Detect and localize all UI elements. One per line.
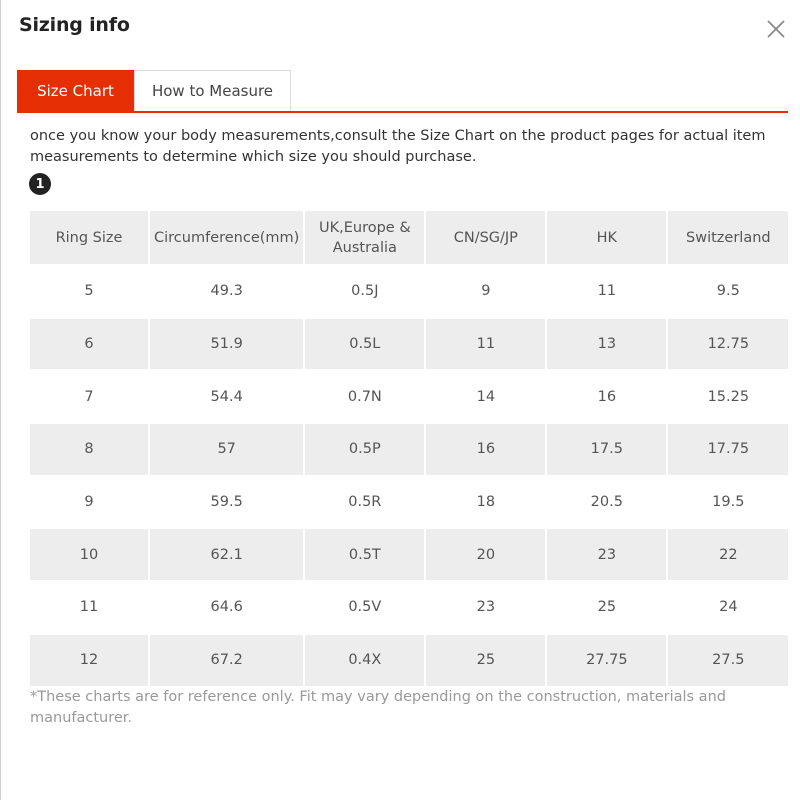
table-cell: 0.7N [305,371,424,422]
table-cell: 7 [30,371,148,422]
column-header: CN/SG/JP [426,211,545,264]
table-cell: 18 [426,477,545,528]
table-cell: 64.6 [150,582,303,633]
tab-size-chart[interactable]: Size Chart [17,70,134,111]
table-cell: 24 [668,582,788,633]
table-cell: 54.4 [150,371,303,422]
table-header-row [30,211,788,264]
table-cell: 0.5L [305,319,424,370]
column-header: Ring Size [30,211,148,264]
tab-how-to-measure[interactable]: How to Measure [134,70,291,111]
table-cell: 11 [426,319,545,370]
table-cell: 27.75 [547,635,666,686]
column-header: HK [547,211,666,264]
table-cell: 22 [668,529,788,580]
table-row [30,635,788,686]
table-cell: 15.25 [668,371,788,422]
table-cell: 12 [30,635,148,686]
table-cell: 11 [30,582,148,633]
size-table [28,209,790,688]
table-cell: 57 [150,424,303,475]
table-cell: 23 [547,529,666,580]
table-cell: 9 [30,477,148,528]
table-cell: 5 [30,266,148,317]
table-cell: 6 [30,319,148,370]
disclaimer-footnote: *These charts are for reference only. Fit may vary depending on the construction, materials and manufacturer. [30,689,726,726]
table-cell: 9.5 [668,266,788,317]
step-badge: 1 [29,173,51,195]
intro-text: once you know your body measurements,consult the Size Chart on the product pages for actual item measurements to determine which size you should purchase. [30,128,766,165]
table-cell: 17.75 [668,424,788,475]
tab-bar [17,70,788,113]
table-cell: 67.2 [150,635,303,686]
table-cell: 17.5 [547,424,666,475]
table-row [30,582,788,633]
table-cell: 62.1 [150,529,303,580]
table-cell: 0.5R [305,477,424,528]
table-cell: 16 [426,424,545,475]
table-cell: 49.3 [150,266,303,317]
table-cell: 20 [426,529,545,580]
table-cell: 20.5 [547,477,666,528]
column-header: UK,Europe & Australia [305,211,424,264]
table-cell: 0.4X [305,635,424,686]
table-row [30,529,788,580]
table-cell: 8 [30,424,148,475]
close-icon[interactable] [765,18,787,40]
table-cell: 59.5 [150,477,303,528]
table-cell: 27.5 [668,635,788,686]
table-row [30,371,788,422]
table-cell: 13 [547,319,666,370]
column-header: Circumference(mm) [150,211,303,264]
column-header: Switzerland [668,211,788,264]
table-cell: 16 [547,371,666,422]
table-row [30,477,788,528]
dialog-title: Sizing info [19,14,130,36]
table-cell: 12.75 [668,319,788,370]
table-cell: 0.5P [305,424,424,475]
table-cell: 14 [426,371,545,422]
table-cell: 9 [426,266,545,317]
table-cell: 23 [426,582,545,633]
table-row [30,319,788,370]
table-cell: 11 [547,266,666,317]
table-row [30,266,788,317]
table-cell: 25 [426,635,545,686]
table-cell: 0.5V [305,582,424,633]
table-cell: 0.5T [305,529,424,580]
table-cell: 0.5J [305,266,424,317]
table-row [30,424,788,475]
table-cell: 10 [30,529,148,580]
table-cell: 19.5 [668,477,788,528]
table-cell: 25 [547,582,666,633]
table-cell: 51.9 [150,319,303,370]
